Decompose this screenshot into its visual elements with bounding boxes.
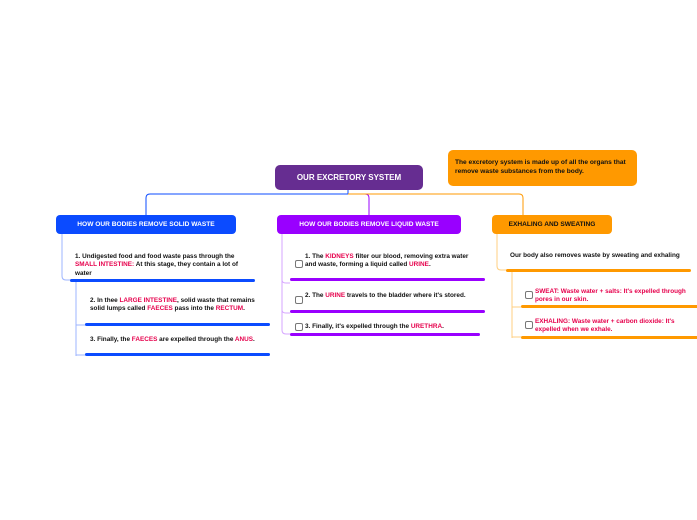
text: SWEAT: Waste water + salts: It's expelled through pores in our skin. <box>535 288 686 304</box>
branch-title: HOW OUR BODIES REMOVE SOLID WASTE <box>77 221 215 228</box>
liquid-step-2[interactable] <box>305 292 480 300</box>
checkbox[interactable] <box>295 323 303 331</box>
text: filter our blood, removing extra water and waste, forming a liquid called <box>305 253 469 269</box>
highlight: URETHRA <box>410 323 443 330</box>
text: 3. Finally, it's expelled through the <box>305 323 411 330</box>
callout-note[interactable] <box>448 150 637 186</box>
text: travels to the bladder where it's stored. <box>345 292 466 299</box>
checkbox[interactable] <box>525 291 533 299</box>
text: . <box>243 305 245 313</box>
text: Our body also removes waste by sweating and exhaling <box>510 252 680 259</box>
text: , solid waste that remains solid lumps called <box>90 297 255 313</box>
topic-underline <box>290 333 480 336</box>
liquid-step-1[interactable] <box>305 253 480 270</box>
topic-underline <box>290 310 485 313</box>
sweat-item[interactable] <box>535 288 697 305</box>
callout-text: The excretory system is made up of all the organs that remove waste substances from the body. <box>455 159 626 175</box>
text: At this stage, they contain a lot of water <box>75 261 238 277</box>
highlight: SMALL INTESTINE: <box>75 261 135 269</box>
central-topic[interactable] <box>275 165 423 190</box>
text: EXHALING: Waste water + carbon dioxide: It's expelled when we exhale. <box>535 318 675 334</box>
checkbox[interactable] <box>295 296 303 304</box>
topic-underline <box>521 336 697 339</box>
solid-step-2[interactable] <box>90 297 265 314</box>
highlight: URINE <box>325 292 346 299</box>
topic-underline <box>506 269 691 272</box>
central-topic-label: OUR EXCRETORY SYSTEM <box>296 173 402 182</box>
checkbox[interactable] <box>295 260 303 268</box>
highlight: RECTUM <box>215 305 244 313</box>
text: . <box>253 336 255 343</box>
topic-underline <box>85 353 270 356</box>
text: 1. Undigested food and food waste pass through the <box>75 253 235 260</box>
highlight: LARGE INTESTINE <box>119 297 178 304</box>
exhaling-item[interactable] <box>535 318 697 335</box>
text: . <box>428 261 431 269</box>
liquid-step-3[interactable] <box>305 323 485 331</box>
text: 3. Finally, the <box>90 336 132 343</box>
highlight: KIDNEYS <box>325 253 354 260</box>
topic-underline <box>70 279 255 282</box>
branch-solid-waste[interactable] <box>56 215 236 234</box>
text: are expelled through the <box>157 336 235 343</box>
highlight: FAECES <box>147 305 173 313</box>
highlight: ANUS <box>234 336 254 343</box>
branch-exhaling-sweating[interactable] <box>492 215 612 234</box>
sweat-intro[interactable] <box>510 252 680 260</box>
topic-underline <box>521 305 697 308</box>
topic-underline <box>85 323 270 326</box>
text: 2. The <box>305 292 326 299</box>
branch-title: HOW OUR BODIES REMOVE LIQUID WASTE <box>299 221 439 228</box>
topic-underline <box>290 278 485 281</box>
text: . <box>442 323 444 330</box>
solid-step-1[interactable] <box>75 253 250 278</box>
text: pass into the <box>172 305 216 313</box>
text: 1. The <box>305 253 326 260</box>
branch-liquid-waste[interactable] <box>277 215 461 234</box>
highlight: FAECES <box>131 336 158 343</box>
branch-title: EXHALING AND SWEATING <box>508 221 596 228</box>
solid-step-3[interactable] <box>90 336 265 344</box>
checkbox[interactable] <box>525 321 533 329</box>
highlight: URINE <box>409 261 429 269</box>
text: 2. In thee <box>90 297 120 304</box>
